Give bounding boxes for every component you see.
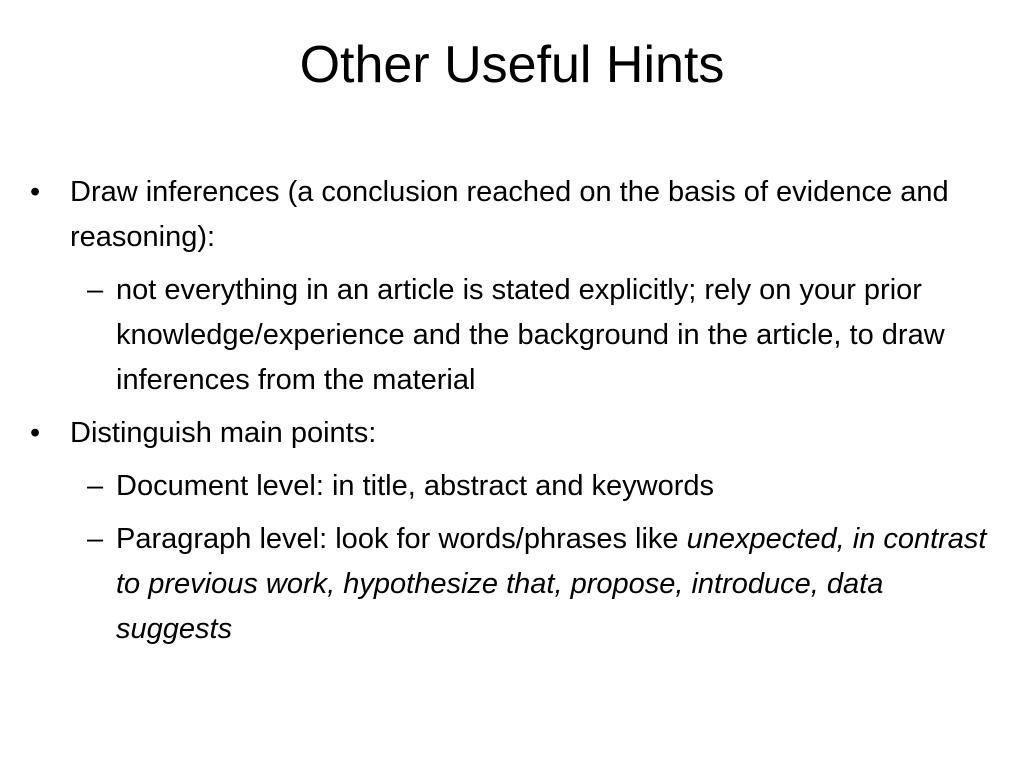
sub-bullet-item xyxy=(0,268,1024,403)
sub-bullet-italic-text: unexpected, in contrast to previous work, hypothesize that, propose, introduce, data suggests xyxy=(116,523,987,645)
slide-body xyxy=(0,170,1024,660)
bullet-item xyxy=(0,170,1024,260)
slide-title: Other Useful Hints xyxy=(299,36,725,94)
bullet-marker: • xyxy=(30,417,41,449)
sub-bullet-text: Document level: in title, abstract and keywords xyxy=(116,470,714,502)
sub-bullet-marker: – xyxy=(87,274,104,306)
bullet-marker: • xyxy=(30,176,41,208)
bullet-text: Draw inferences (a conclusion reached on the basis of evidence and reasoning): xyxy=(70,176,949,253)
sub-bullet-item xyxy=(0,464,1024,509)
sub-bullet-marker: – xyxy=(87,523,104,555)
bullet-text: Distinguish main points: xyxy=(70,417,377,449)
sub-bullet-text: not everything in an article is stated explicitly; rely on your prior knowledge/experience and the background in the article, to draw inferences from the material xyxy=(116,274,945,396)
sub-bullet-marker: – xyxy=(87,470,104,502)
sub-bullet-item xyxy=(0,517,1024,652)
sub-bullet-text: Paragraph level: look for words/phrases like xyxy=(116,523,687,555)
bullet-item xyxy=(0,411,1024,456)
